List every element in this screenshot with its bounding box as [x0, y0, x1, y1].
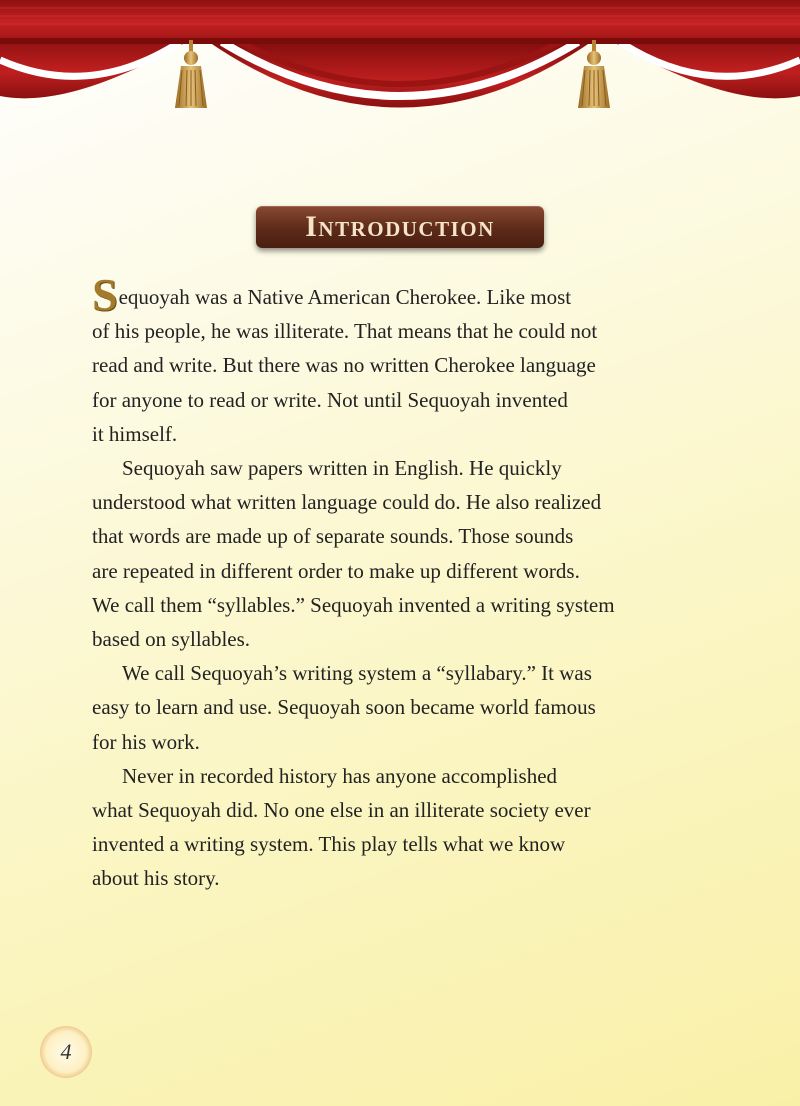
- right-tassel-icon: [578, 40, 610, 108]
- paragraph-1: [92, 269, 732, 451]
- paragraph-1-text: equoyah was a Native American Cherokee. Like most of his people, he was illiterate. That means that he could not read and write. But there was no written Cherokee language for anyone to read or write. Not until Sequoyah invented it himself.: [92, 285, 598, 446]
- paragraph-2: Sequoyah saw papers written in English. He quickly understood what written language could do. He also realized that words are made up of separate sounds. Those sounds are repeated in different order to make up different words. We call them “syllables.” Sequoyah invented a writing system based on syllables.: [92, 456, 615, 652]
- introduction-text: [92, 269, 732, 896]
- stage-curtain: [0, 0, 800, 140]
- section-title: Introduction: [305, 210, 495, 243]
- drop-cap: S: [92, 269, 118, 320]
- left-tassel-icon: [175, 40, 207, 108]
- paragraph-4: Never in recorded history has anyone accomplished what Sequoyah did. No one else in an illiterate society ever invented a writing system. This play tells what we know about his story.: [92, 763, 591, 891]
- page-number-badge: [40, 1026, 92, 1078]
- paragraph-3: We call Sequoyah’s writing system a “syllabary.” It was easy to learn and use. Sequoyah soon became world famous for his work.: [92, 661, 596, 754]
- section-title-banner: [256, 206, 544, 248]
- page-number: 4: [60, 1039, 72, 1064]
